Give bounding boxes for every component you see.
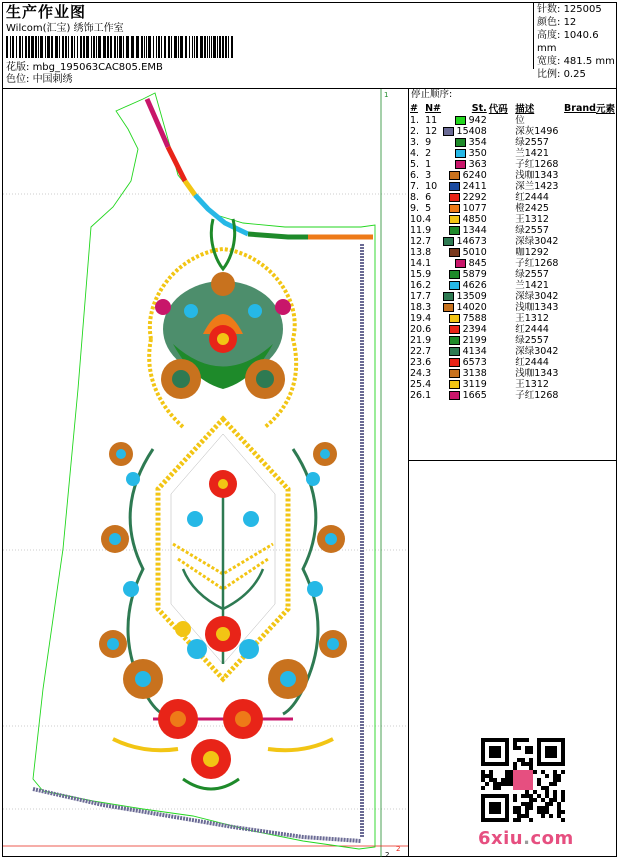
col-header: St. <box>471 102 487 114</box>
stop-index: 17. <box>410 291 426 302</box>
needle-code: 12 <box>425 126 438 137</box>
thread-description: 咖1292 <box>515 247 549 258</box>
color-swatch <box>449 171 460 180</box>
neckline-yellow <box>185 181 195 195</box>
design-width: 481.5 mm <box>563 56 615 67</box>
thread-description: 绿2557 <box>515 225 549 236</box>
table-row <box>410 368 615 379</box>
col-header: N# <box>425 102 442 114</box>
needle-code: 6 <box>425 324 432 335</box>
color-count: 12 <box>563 17 577 28</box>
color-swatch <box>455 116 466 125</box>
table-row <box>410 137 615 148</box>
top-medallion <box>155 272 291 399</box>
stitch-count: 4850 <box>462 214 487 225</box>
thread-description: 绿2557 <box>515 269 549 280</box>
table-row <box>410 181 615 192</box>
stitch-count: 1077 <box>462 203 487 214</box>
page-title: 生产作业图 <box>6 3 87 21</box>
thread-description: 子红1268 <box>515 390 559 401</box>
color-scheme-row <box>6 74 163 86</box>
stop-index: 3. <box>410 137 420 148</box>
stop-index: 12. <box>410 236 426 247</box>
thread-description: 橙2425 <box>515 203 549 214</box>
thread-description: 绿2557 <box>515 335 549 346</box>
stitch-count: 2292 <box>462 192 487 203</box>
divider <box>408 88 409 857</box>
header <box>6 3 526 35</box>
stop-index: 16. <box>410 280 426 291</box>
table-row <box>410 126 615 137</box>
stitch-count: 6240 <box>462 170 487 181</box>
color-swatch <box>449 369 460 378</box>
thread-description: 浅咖1343 <box>515 170 559 181</box>
col-header: 描述 <box>515 104 535 115</box>
needle-code: 11 <box>425 115 438 126</box>
needle-code: 3 <box>425 170 432 181</box>
thread-description: 深绿3042 <box>515 291 559 302</box>
stitch-count: 14673 <box>456 236 487 247</box>
color-swatch <box>443 127 454 136</box>
color-swatch <box>449 336 460 345</box>
spec-row: 高度: 1040.6 mm <box>537 30 599 54</box>
stitch-count: 5010 <box>462 247 487 258</box>
neckline-magenta <box>147 99 168 147</box>
qr-code <box>481 738 565 822</box>
thread-description: 深灰1496 <box>515 126 559 137</box>
table-header-row <box>410 101 615 115</box>
stitch-count: 6573 <box>462 357 487 368</box>
stitch-count: 3119 <box>462 379 487 390</box>
spec-box <box>533 3 617 80</box>
color-swatch <box>443 237 454 246</box>
color-swatch <box>449 325 460 334</box>
corner-mark: 2 <box>385 851 390 857</box>
table-row <box>410 203 615 214</box>
table-row <box>410 115 615 126</box>
thread-description: 兰1421 <box>515 148 549 159</box>
neckline-blue <box>195 195 248 234</box>
color-swatch <box>449 358 460 367</box>
color-swatch <box>455 259 466 268</box>
color-swatch <box>449 270 460 279</box>
needle-code: 9 <box>425 225 432 236</box>
table-row <box>410 324 615 335</box>
needle-code: 1 <box>425 258 432 269</box>
stop-index: 5. <box>410 159 420 170</box>
color-swatch <box>449 281 460 290</box>
needle-code: 3 <box>425 368 432 379</box>
table-row <box>410 269 615 280</box>
stop-index: 20. <box>410 324 426 335</box>
design-height: 1040.6 mm <box>537 30 599 54</box>
color-swatch <box>449 204 460 213</box>
table-row <box>410 335 615 346</box>
color-swatch <box>449 347 460 356</box>
thread-description: 王1312 <box>515 214 549 225</box>
table-row <box>410 280 615 291</box>
color-swatch <box>455 149 466 158</box>
needle-code: 8 <box>425 247 432 258</box>
table-row <box>410 302 615 313</box>
stitch-count: 845 <box>468 258 487 269</box>
thread-description: 红2444 <box>515 324 549 335</box>
design-file-label: 花版: <box>6 62 30 73</box>
embroidery-design-canvas <box>3 89 408 857</box>
thread-description: 子红1268 <box>515 159 559 170</box>
thread-description: 王1312 <box>515 379 549 390</box>
stitch-count: 5879 <box>462 269 487 280</box>
stitch-count: 14020 <box>456 302 487 313</box>
corner-mark: 2 <box>396 845 401 853</box>
neckline-green <box>248 234 308 237</box>
needle-code: 7 <box>425 291 432 302</box>
design-meta <box>6 62 163 86</box>
stop-index: 25. <box>410 379 426 390</box>
design-file-row <box>6 62 163 74</box>
table-row <box>410 148 615 159</box>
table-row <box>410 258 615 269</box>
thread-description: 深兰1423 <box>515 181 559 192</box>
thread-description: 红2444 <box>515 192 549 203</box>
neckline-path <box>147 99 373 232</box>
stitch-count: 350 <box>468 148 487 159</box>
hem-border <box>33 789 361 841</box>
stop-sequence-heading: 停止顺序: <box>411 89 453 100</box>
thread-description: 深绿3042 <box>515 236 559 247</box>
table-row <box>410 346 615 357</box>
needle-code: 6 <box>425 357 432 368</box>
stop-index: 10. <box>410 214 426 225</box>
needle-code: 7 <box>425 236 432 247</box>
spec-row: 颜色: 12 <box>537 17 577 28</box>
spec-row: 宽度: 481.5 mm <box>537 56 615 67</box>
table-row <box>410 357 615 368</box>
color-swatch <box>449 391 460 400</box>
stop-index: 1. <box>410 115 420 126</box>
col-header: Brand <box>564 102 596 114</box>
stop-index: 11. <box>410 225 426 236</box>
needle-code: 4 <box>425 379 432 390</box>
stitch-count: 2411 <box>462 181 487 192</box>
thread-description: 红2444 <box>515 357 549 368</box>
needle-code: 9 <box>425 335 432 346</box>
color-swatch <box>449 314 460 323</box>
color-swatch <box>449 226 460 235</box>
needle-code: 9 <box>425 269 432 280</box>
watermark: 6xiu.com <box>478 828 574 849</box>
thread-description: 兰1421 <box>515 280 549 291</box>
table-row <box>410 192 615 203</box>
thread-description: 浅咖1343 <box>515 302 559 313</box>
color-swatch <box>443 303 454 312</box>
needle-code: 10 <box>425 181 438 192</box>
needle-code: 2 <box>425 148 432 159</box>
divider <box>408 460 617 461</box>
stop-index: 26. <box>410 390 426 401</box>
color-swatch <box>455 138 466 147</box>
stitch-count: 942 <box>468 115 487 126</box>
color-swatch <box>443 292 454 301</box>
stitch-count: 4626 <box>462 280 487 291</box>
color-swatch <box>449 248 460 257</box>
table-row <box>410 225 615 236</box>
stitch-count: 1665 <box>462 390 487 401</box>
stop-index: 9. <box>410 203 420 214</box>
left-vine <box>99 442 191 714</box>
stop-index: 7. <box>410 181 420 192</box>
stitch-count: 3138 <box>462 368 487 379</box>
bottom-flowers <box>113 699 333 789</box>
needle-code: 4 <box>425 313 432 324</box>
studio-name: Wilcom(汇宝) 绣饰工作室 <box>6 23 124 34</box>
stop-index: 18. <box>410 302 426 313</box>
stitch-count: 2394 <box>462 324 487 335</box>
needle-code: 5 <box>425 203 432 214</box>
stop-index: 19. <box>410 313 426 324</box>
stop-index: 13. <box>410 247 426 258</box>
table-row <box>410 247 615 258</box>
stitch-count: 13509 <box>456 291 487 302</box>
corner-mark: 1 <box>384 91 389 99</box>
needle-code: 7 <box>425 346 432 357</box>
thread-description: 位 <box>515 115 525 126</box>
col-header: 元素 <box>595 104 615 115</box>
color-swatch <box>449 182 460 191</box>
color-scheme-value: 中国刺绣 <box>32 74 73 85</box>
stitch-count: 363 <box>468 159 487 170</box>
table-row <box>410 390 615 401</box>
stop-index: 4. <box>410 148 420 159</box>
stitch-count: 2199 <box>462 335 487 346</box>
table-row <box>410 170 615 181</box>
thread-description: 深绿3042 <box>515 346 559 357</box>
table-row <box>410 379 615 390</box>
table-row <box>410 214 615 225</box>
stop-index: 15. <box>410 269 426 280</box>
stop-sequence-panel <box>410 89 617 401</box>
needle-code: 1 <box>425 159 432 170</box>
design-scale: 0.25 <box>563 69 586 80</box>
stop-index: 6. <box>410 170 420 181</box>
table-row <box>410 313 615 324</box>
stop-index: 21. <box>410 335 426 346</box>
needle-code: 4 <box>425 214 432 225</box>
thread-description: 子红1268 <box>515 258 559 269</box>
stop-index: 2. <box>410 126 420 137</box>
design-file-name: mbg_195063CAC805.EMB <box>32 62 163 73</box>
needle-code: 6 <box>425 192 432 203</box>
color-swatch <box>455 160 466 169</box>
stop-index: 23. <box>410 357 426 368</box>
spec-row: 针数: 125005 <box>537 4 602 15</box>
color-swatch <box>449 193 460 202</box>
col-header: # <box>410 102 418 114</box>
stop-index: 14. <box>410 258 426 269</box>
stitch-count: 125005 <box>563 4 602 15</box>
stop-index: 24. <box>410 368 426 379</box>
needle-code: 9 <box>425 137 432 148</box>
thread-description: 绿2557 <box>515 137 549 148</box>
thread-description: 王1312 <box>515 313 549 324</box>
col-header: 代码 <box>488 104 508 115</box>
stop-index: 22. <box>410 346 426 357</box>
neckline-red <box>168 147 185 181</box>
table-row <box>410 291 615 302</box>
stitch-count: 15408 <box>456 126 487 137</box>
stop-sequence-table <box>410 101 615 401</box>
needle-code: 2 <box>425 280 432 291</box>
table-row <box>410 159 615 170</box>
barcode <box>6 36 234 58</box>
stitch-count: 354 <box>468 137 487 148</box>
thread-description: 浅咖1343 <box>515 368 559 379</box>
stitch-count: 1344 <box>462 225 487 236</box>
stop-index: 8. <box>410 192 420 203</box>
needle-code: 3 <box>425 302 432 313</box>
needle-code: 1 <box>425 390 432 401</box>
color-scheme-label: 色位: <box>6 74 30 85</box>
table-row <box>410 236 615 247</box>
color-swatch <box>449 380 460 389</box>
spec-row: 比例: 0.25 <box>537 69 586 80</box>
color-swatch <box>449 215 460 224</box>
stitch-count: 7588 <box>462 313 487 324</box>
stitch-count: 4134 <box>462 346 487 357</box>
